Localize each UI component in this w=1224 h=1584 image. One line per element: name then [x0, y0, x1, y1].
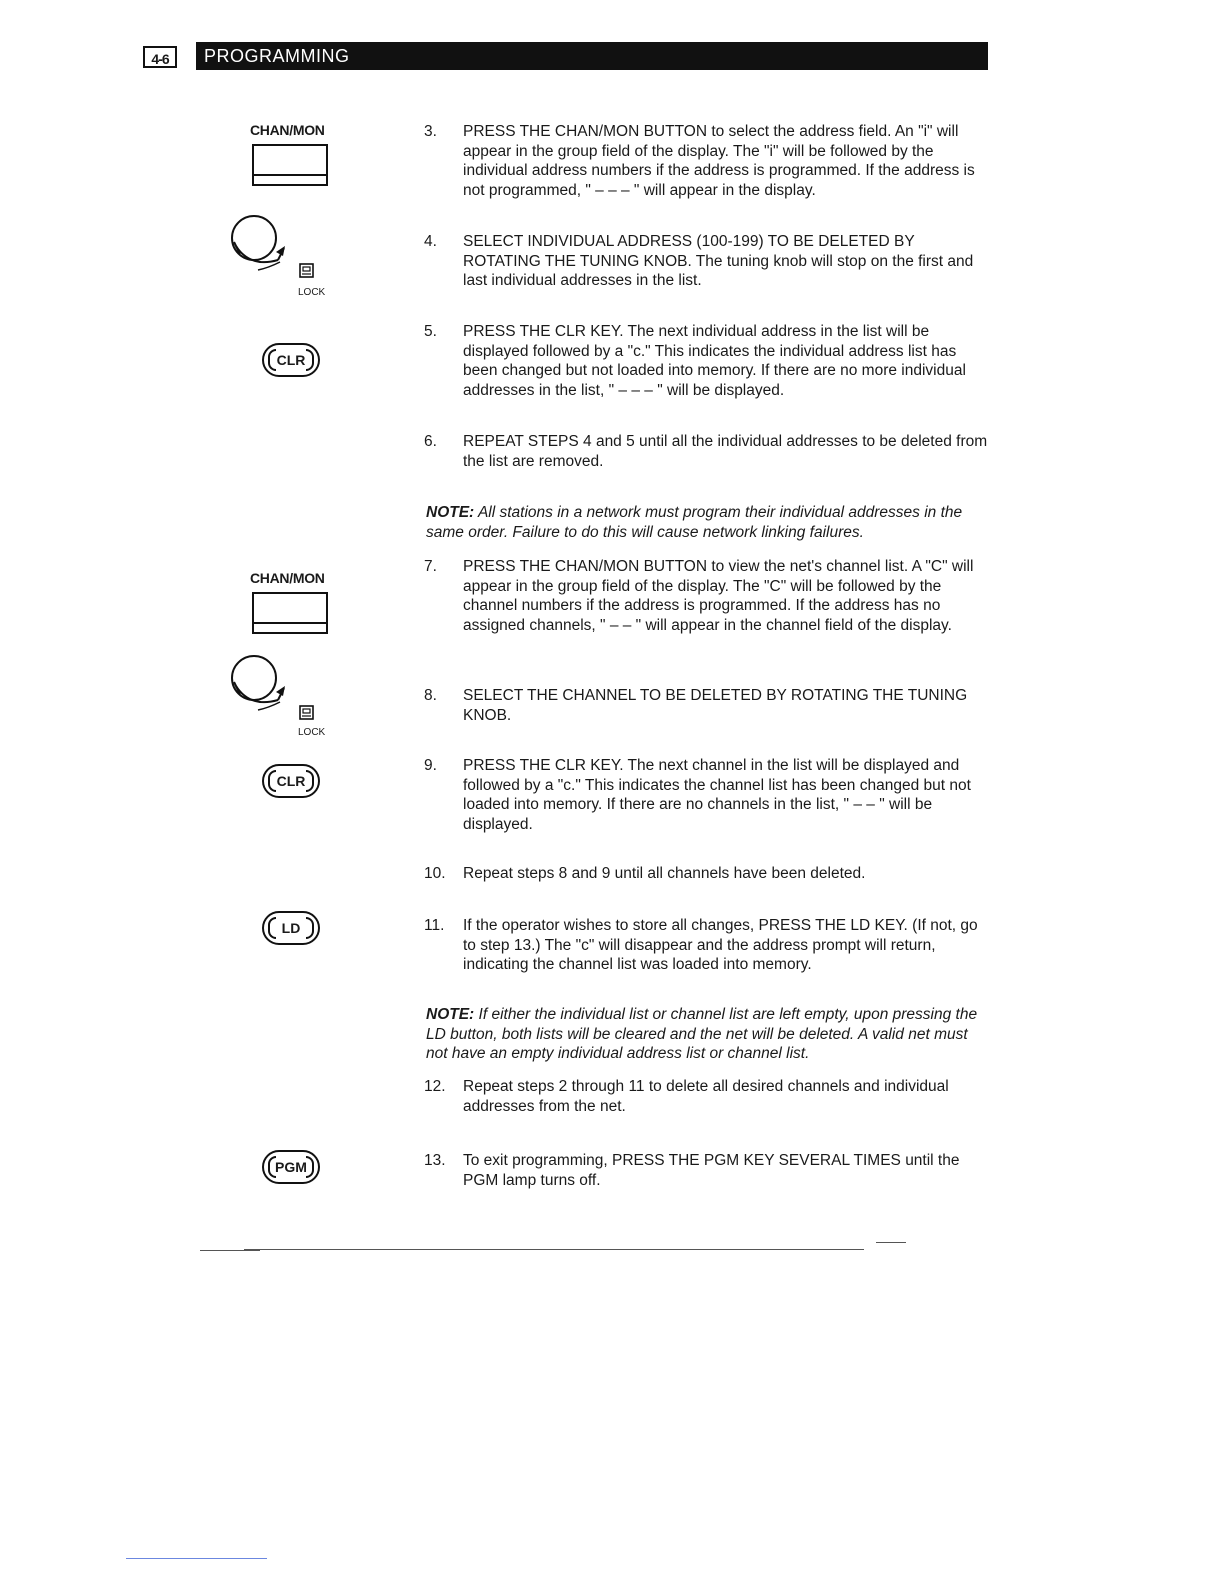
step-number: 13.: [424, 1152, 446, 1169]
clr-key-icon: CLR: [262, 343, 320, 377]
pgm-key-icon: PGM: [262, 1150, 320, 1184]
step-number: 12.: [424, 1078, 446, 1095]
clr-key-icon: CLR: [262, 764, 320, 798]
step-text: PRESS THE CLR KEY. The next channel in the list will be displayed and followed by a "c." This indicates the channel list has been changed but not loaded into memory. If there are no channels in the list, " – – " will be displayed.: [463, 757, 971, 833]
step-9: [424, 756, 994, 834]
step-text: Repeat steps 8 and 9 until all channels have been deleted.: [463, 865, 866, 882]
note-text: If either the individual list or channel list are left empty, upon pressing the LD button, both lists will be cleared and the net will be deleted. A valid net must not have an empty individual address list or channel list.: [426, 1006, 978, 1062]
note-label: NOTE:: [426, 1006, 475, 1023]
chanmon-label: CHAN/MON: [250, 570, 325, 586]
ld-key-icon: LD: [262, 911, 320, 945]
step-number: 8.: [424, 687, 437, 704]
step-12: [424, 1077, 994, 1116]
step-8: [424, 686, 994, 725]
step-text: PRESS THE CHAN/MON BUTTON to view the net's channel list. A "C" will appear in the group field of the display. The "C" will be followed by the channel numbers if the address is programmed. If the address has no assigned channels, " – – " will appear in the channel field of the display.: [463, 558, 974, 634]
section-title-bar: [196, 42, 988, 70]
note-text: All stations in a network must program their individual addresses in the same order. Failure to do this will cause network linking failures.: [426, 504, 963, 541]
bottom-divider: [126, 1558, 267, 1559]
chanmon-button-icon: [252, 592, 328, 634]
step-5: [424, 322, 994, 400]
footer-rule: [244, 1249, 864, 1250]
step-text: SELECT THE CHANNEL TO BE DELETED BY ROTATING THE TUNING KNOB.: [463, 687, 968, 724]
lock-label: LOCK: [298, 727, 326, 738]
step-number: 6.: [424, 433, 437, 450]
step-number: 3.: [424, 123, 437, 140]
step-3: [424, 122, 994, 200]
step-text: PRESS THE CHAN/MON BUTTON to select the address field. An "i" will appear in the group field of the display. The "i" will be followed by the individual address numbers if the address is programmed. If the address is not programmed, " – – – " will appear in the display.: [463, 123, 975, 199]
step-6: [424, 432, 994, 471]
step-text: SELECT INDIVIDUAL ADDRESS (100-199) TO BE DELETED BY ROTATING THE TUNING KNOB. The tuning knob will stop on the first and last individual addresses in the list.: [463, 233, 974, 289]
lock-label: LOCK: [298, 287, 326, 298]
note-empty-list: [426, 1005, 990, 1064]
step-number: 11.: [424, 917, 445, 934]
step-7: [424, 557, 994, 635]
step-number: 5.: [424, 323, 437, 340]
page-number: 4-6: [143, 46, 177, 68]
step-number: 9.: [424, 757, 437, 774]
note-label: NOTE:: [426, 504, 475, 521]
chanmon-button-icon: [252, 144, 328, 186]
step-number: 10.: [424, 865, 446, 882]
step-text: PRESS THE CLR KEY. The next individual address in the list will be displayed followed by a "c." This indicates the individual address list has been changed but not loaded into memory. If there are no more individual addresses in the list, " – – – " will be displayed.: [463, 323, 966, 399]
step-number: 4.: [424, 233, 437, 250]
footer-rule: [200, 1250, 260, 1251]
step-13: [424, 1151, 994, 1190]
section-title: PROGRAMMING: [204, 46, 350, 66]
step-4: [424, 232, 994, 291]
step-number: 7.: [424, 558, 437, 575]
step-text: Repeat steps 2 through 11 to delete all desired channels and individual addresses from the net.: [463, 1078, 949, 1115]
step-text: If the operator wishes to store all changes, PRESS THE LD KEY. (If not, go to step 13.) The "c" will disappear and the address prompt will return, indicating the channel list was loaded into memory.: [463, 917, 978, 973]
footer-rule: [876, 1242, 906, 1243]
step-text: To exit programming, PRESS THE PGM KEY SEVERAL TIMES until the PGM lamp turns off.: [463, 1152, 960, 1189]
step-text: REPEAT STEPS 4 and 5 until all the individual addresses to be deleted from the list are removed.: [463, 433, 988, 470]
step-11: [424, 916, 994, 975]
chanmon-label: CHAN/MON: [250, 122, 325, 138]
step-10: [424, 864, 994, 884]
note-network-order: [426, 503, 990, 542]
